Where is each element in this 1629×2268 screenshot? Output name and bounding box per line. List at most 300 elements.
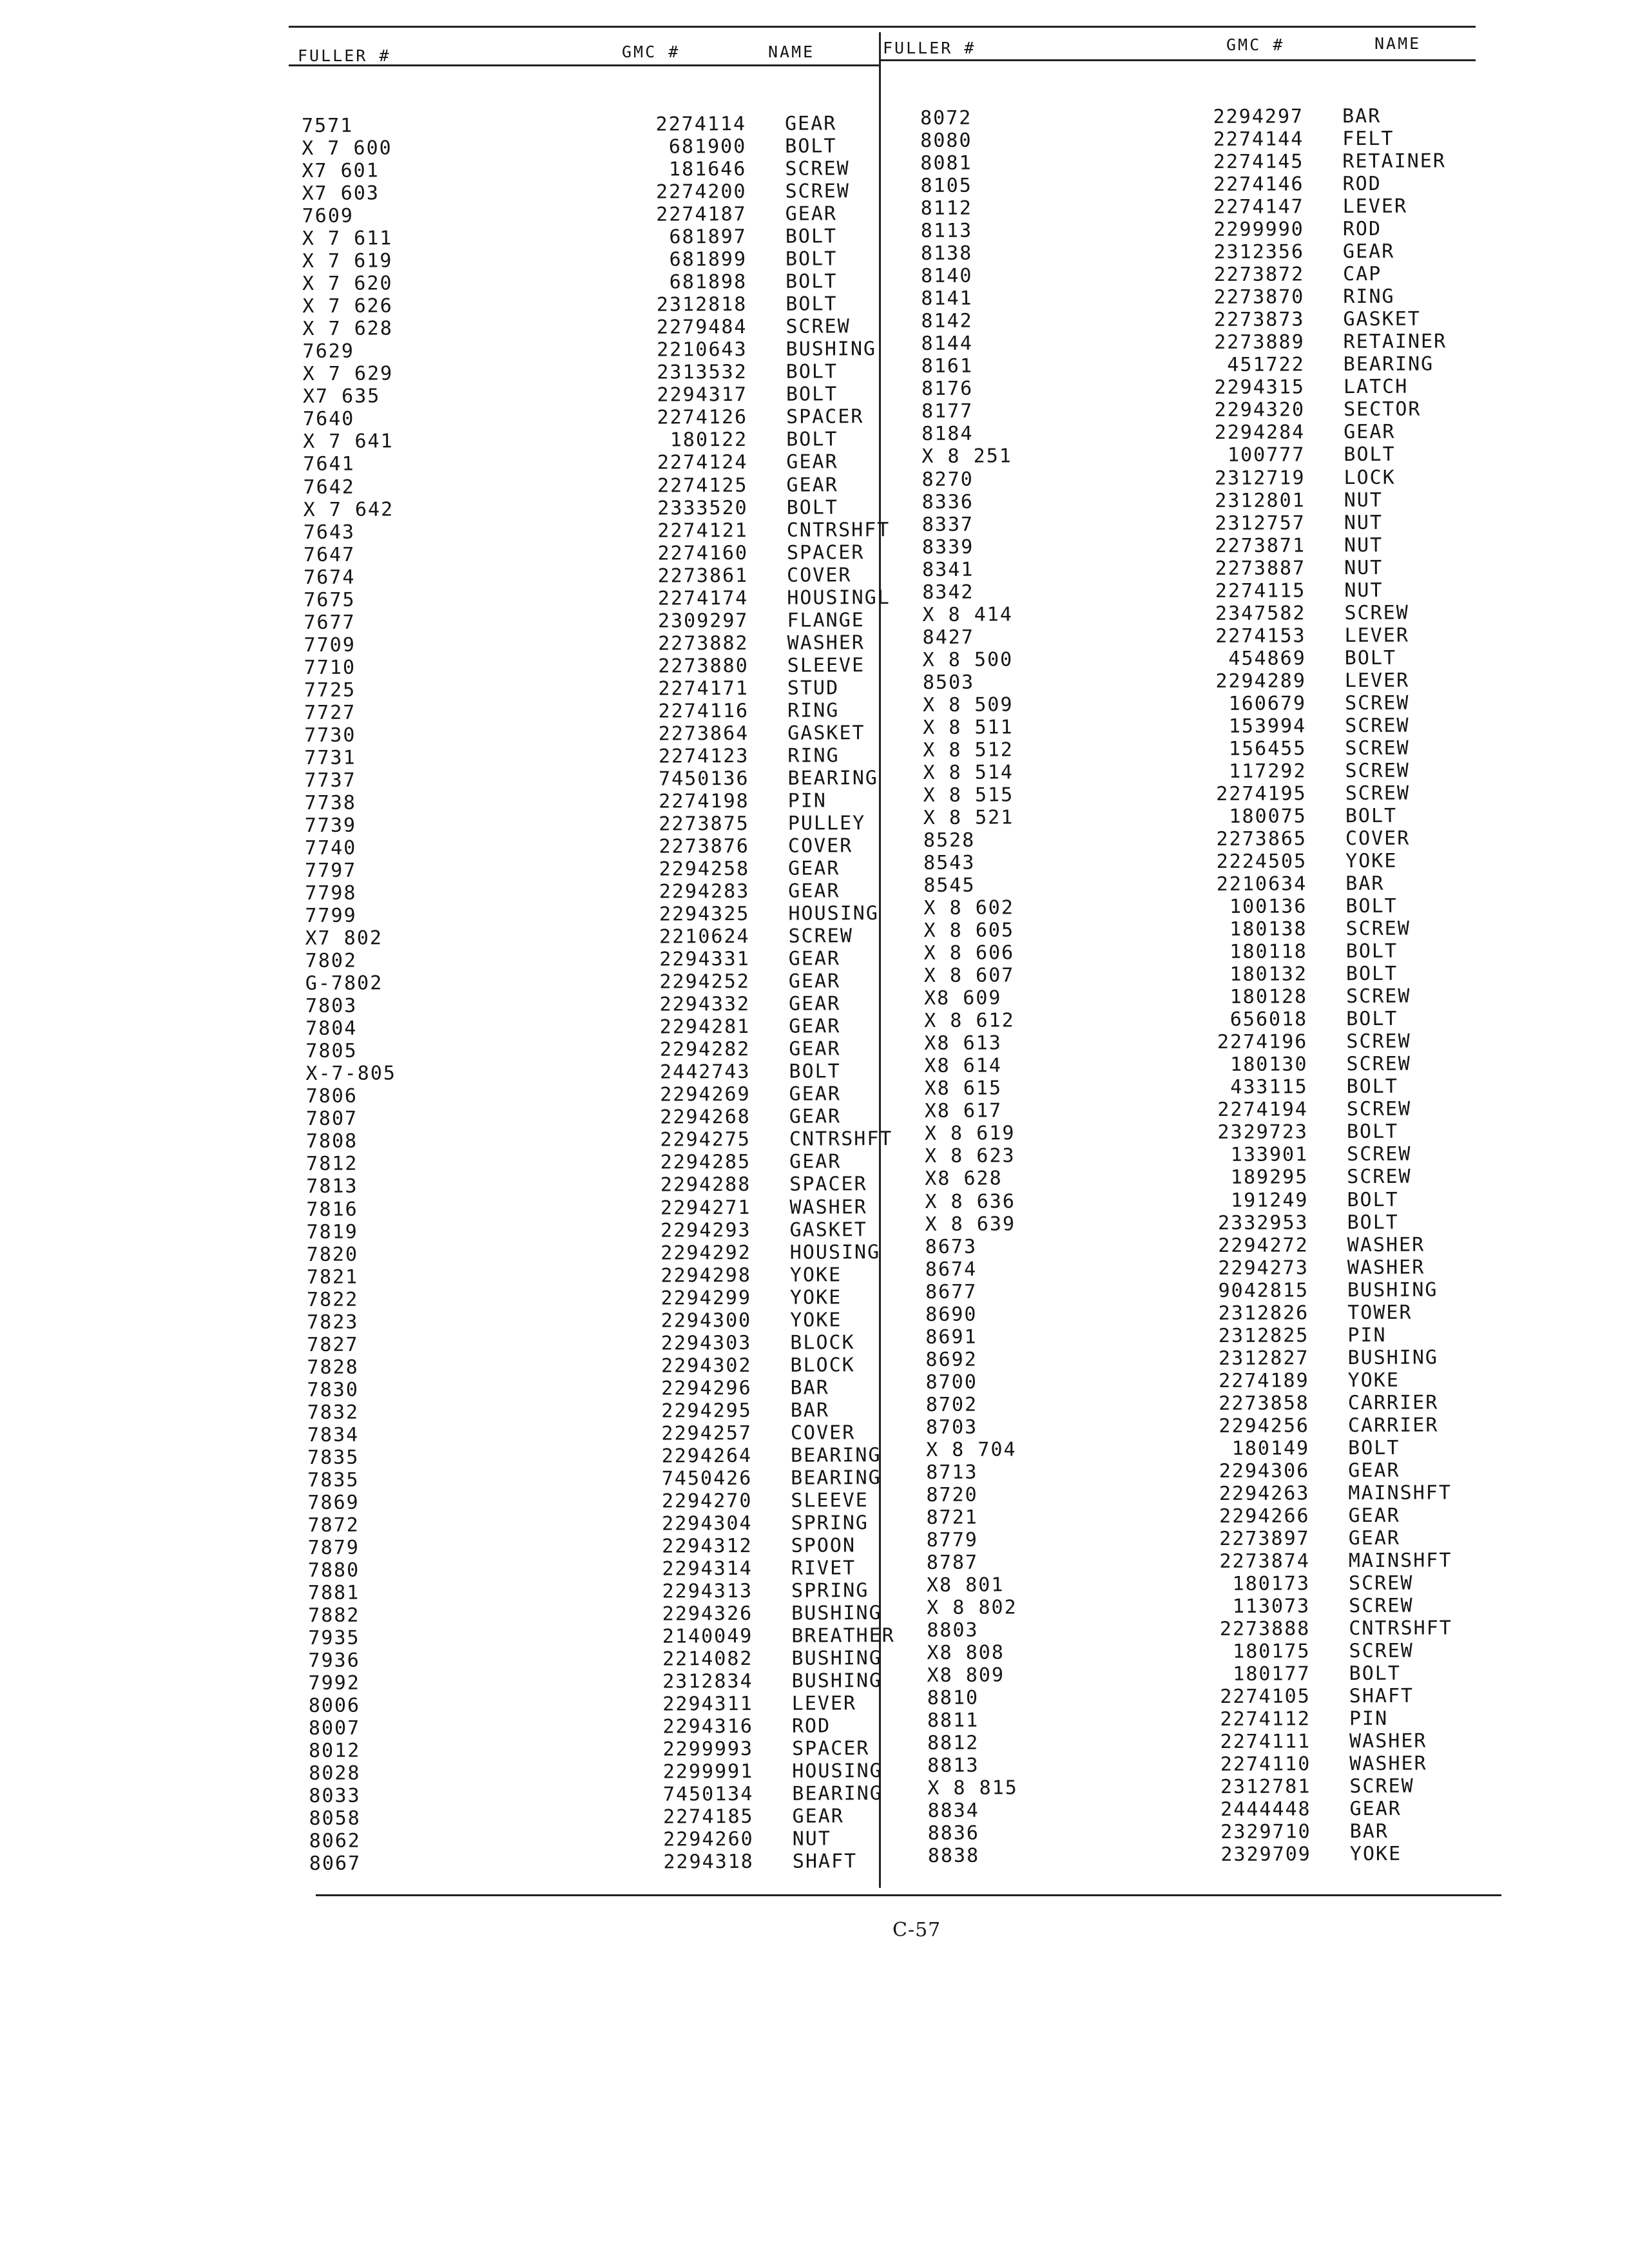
gmc-number: 2273858: [1219, 1392, 1309, 1415]
gmc-number: 2294318: [663, 1850, 754, 1874]
table-row: [307, 1263, 951, 1288]
part-name: SCREW: [1348, 1571, 1414, 1595]
table-row: [306, 1173, 950, 1198]
fuller-number: X-7-805: [305, 1062, 397, 1086]
gmc-number: 2273871: [1215, 534, 1306, 557]
fuller-number: 7882: [308, 1604, 360, 1628]
gmc-number: 2274171: [658, 677, 749, 700]
table-row: [303, 450, 947, 476]
gmc-number: 2294332: [659, 993, 751, 1016]
part-name: SCREW: [1345, 714, 1410, 737]
fuller-number: 7727: [304, 701, 356, 724]
table-row: [304, 563, 948, 588]
table-row: [921, 217, 1504, 242]
part-name: COVER: [1345, 827, 1411, 850]
gmc-number: 9042815: [1218, 1279, 1309, 1302]
gmc-number: 2312818: [656, 293, 747, 316]
fuller-number: X 8 414: [922, 603, 1013, 626]
fuller-number: X 7 641: [303, 430, 394, 454]
fuller-number: X 7 642: [303, 497, 394, 521]
fuller-number: 7816: [306, 1198, 358, 1221]
table-row: [309, 1827, 954, 1852]
fuller-number: 7730: [304, 724, 356, 747]
gmc-number: 2294299: [660, 1286, 752, 1310]
part-name: SCREW: [1349, 1775, 1414, 1798]
table-row: [922, 556, 1505, 581]
fuller-number: 7674: [304, 566, 356, 589]
gmc-number: 2210634: [1216, 872, 1307, 896]
gmc-number: 180149: [1231, 1437, 1310, 1460]
table-row: [305, 1015, 950, 1040]
gmc-number: 2294303: [660, 1331, 752, 1355]
table-row: [928, 1820, 1511, 1845]
gmc-number: 2294306: [1219, 1459, 1310, 1483]
table-row: [302, 180, 946, 205]
fuller-number: X7 601: [302, 159, 380, 183]
part-name: SPOON: [791, 1534, 856, 1557]
table-row: [309, 1692, 953, 1717]
part-name: SPRING: [791, 1512, 869, 1535]
table-row: [302, 247, 947, 273]
gmc-number: 2294284: [1214, 421, 1306, 445]
fuller-number: X8 808: [927, 1641, 1005, 1665]
table-row: [305, 812, 949, 837]
table-row: [927, 1774, 1510, 1800]
gmc-number: 2274144: [1213, 128, 1304, 151]
part-name: CNTRSHFT: [1349, 1617, 1452, 1640]
table-row: [304, 541, 948, 566]
gmc-number: 2274200: [656, 180, 747, 204]
gmc-number: 2273876: [659, 834, 750, 858]
table-row: [925, 1166, 1508, 1191]
part-name: WASHER: [789, 1195, 867, 1219]
fuller-number: 8427: [922, 626, 974, 649]
fuller-number: 8141: [921, 287, 973, 311]
gmc-number: 2273874: [1219, 1550, 1310, 1573]
table-row: [305, 992, 950, 1017]
table-row: [923, 646, 1506, 671]
fuller-number: 7677: [304, 611, 356, 634]
table-row: [923, 691, 1506, 716]
part-name: BAR: [790, 1399, 830, 1422]
fuller-number: X 8 639: [925, 1212, 1016, 1236]
fuller-number: 7740: [304, 836, 357, 860]
part-name: SCREW: [1345, 759, 1410, 783]
table-row: [307, 1331, 951, 1356]
fuller-number: X 7 620: [302, 272, 393, 296]
gmc-number: 180175: [1233, 1640, 1311, 1664]
table-row: [925, 1346, 1509, 1371]
part-name: HOUSING: [792, 1760, 883, 1783]
gmc-number: 2274114: [655, 113, 747, 136]
fuller-number: 7808: [305, 1130, 358, 1153]
gmc-number: 2444448: [1220, 1798, 1311, 1821]
fuller-number: X 7 619: [302, 249, 393, 273]
part-name: WASHER: [787, 631, 865, 655]
gmc-number: 133901: [1230, 1143, 1309, 1167]
header-fuller-right: FULLER #: [883, 39, 976, 57]
table-row: [306, 1218, 950, 1243]
table-row: [923, 827, 1507, 852]
table-row: [308, 1534, 952, 1559]
table-row: [924, 1052, 1507, 1077]
table-row: [920, 127, 1503, 152]
part-name: YOKE: [789, 1286, 842, 1309]
fuller-number: 8673: [925, 1235, 978, 1258]
table-row: [304, 653, 949, 678]
part-name: GEAR: [785, 202, 838, 226]
table-row: [304, 608, 948, 633]
table-row: [925, 1142, 1508, 1168]
part-name: SECTOR: [1343, 398, 1422, 421]
gmc-number: 2294282: [659, 1038, 751, 1061]
part-name: SCREW: [1346, 1053, 1411, 1076]
part-name: LEVER: [791, 1692, 857, 1715]
part-name: MAINSHFT: [1348, 1549, 1452, 1573]
gmc-number: 2274189: [1219, 1369, 1309, 1392]
fuller-number: 8803: [927, 1619, 979, 1642]
part-name: SCREW: [786, 315, 851, 339]
table-row: [926, 1391, 1509, 1416]
gmc-number: 2294258: [659, 858, 750, 881]
table-row: [923, 894, 1507, 919]
part-name: CARRIER: [1347, 1391, 1439, 1414]
part-name: BOLT: [786, 495, 838, 519]
fuller-number: 7828: [307, 1356, 359, 1379]
gmc-number: 156455: [1228, 737, 1307, 760]
gmc-number: 2294295: [661, 1399, 752, 1423]
gmc-number: 7450136: [658, 767, 749, 791]
table-row: [922, 601, 1505, 626]
fuller-number: 8270: [921, 468, 974, 491]
fuller-number: 8112: [920, 197, 973, 220]
part-name: GEAR: [789, 1037, 841, 1061]
table-row: [923, 624, 1506, 649]
gmc-number: 180173: [1232, 1572, 1311, 1595]
part-name: SLEEVE: [791, 1489, 869, 1512]
table-row: [927, 1639, 1510, 1664]
part-name: CNTRSHFT: [786, 518, 891, 542]
part-name: FELT: [1342, 127, 1394, 151]
fuller-number: 8339: [921, 535, 974, 559]
gmc-number: 2312801: [1215, 488, 1306, 512]
fuller-number: X 8 602: [923, 896, 1014, 920]
table-row: [925, 1301, 1509, 1326]
fuller-number: X 8 515: [923, 783, 1014, 807]
gmc-number: 2273897: [1219, 1527, 1310, 1550]
gmc-number: 2273861: [657, 564, 749, 588]
fuller-number: 8177: [921, 400, 974, 423]
gmc-number: 2332953: [1218, 1211, 1309, 1235]
fuller-number: 7738: [304, 791, 356, 814]
part-name: SCREW: [1346, 1098, 1412, 1121]
part-name: SCREW: [1349, 1639, 1414, 1663]
fuller-number: 8144: [921, 332, 973, 356]
gmc-number: 2294302: [660, 1354, 752, 1378]
table-row: [925, 1278, 1509, 1303]
gmc-number: 2273880: [658, 654, 749, 678]
part-name: BUSHING: [791, 1602, 882, 1625]
table-row: [926, 1459, 1509, 1484]
table-row: [924, 1030, 1507, 1055]
fuller-number: 8528: [923, 829, 976, 852]
table-row: [307, 1512, 952, 1537]
table-row: [921, 352, 1505, 378]
part-name: SPACER: [789, 1173, 867, 1196]
part-name: GEAR: [788, 857, 840, 880]
table-row: [308, 1602, 952, 1627]
part-name: YOKE: [789, 1263, 842, 1287]
part-name: LEVER: [1342, 195, 1408, 218]
fuller-number: 7813: [306, 1175, 358, 1198]
gmc-number: 2274115: [1215, 579, 1306, 602]
fuller-number: 8081: [920, 151, 972, 175]
fuller-number: X 8 636: [925, 1189, 1016, 1213]
gmc-number: 180118: [1229, 940, 1307, 964]
part-name: BEARING: [791, 1466, 882, 1490]
table-row: [923, 872, 1507, 897]
fuller-number: 8703: [925, 1416, 978, 1439]
gmc-number: 2294314: [662, 1557, 753, 1581]
gmc-number: 2273888: [1219, 1617, 1311, 1641]
table-row: [924, 1007, 1507, 1032]
part-name: BUSHING: [1347, 1346, 1438, 1369]
fuller-number: 7872: [307, 1514, 360, 1537]
fuller-number: 8142: [921, 309, 973, 333]
gmc-number: 2210643: [657, 338, 747, 361]
table-row: [925, 1075, 1508, 1100]
gmc-number: 2294300: [660, 1309, 752, 1332]
gmc-number: 2274146: [1213, 173, 1304, 197]
part-name: BAR: [790, 1376, 829, 1399]
part-name: SPACER: [791, 1737, 870, 1760]
part-name: SCREW: [1345, 736, 1410, 760]
part-name: SCREW: [788, 925, 853, 948]
fuller-number: 8105: [920, 174, 972, 198]
part-name: SCREW: [1346, 1030, 1411, 1053]
gmc-number: 180177: [1233, 1662, 1311, 1686]
part-name: BAR: [1349, 1820, 1389, 1843]
gmc-number: 2294288: [660, 1173, 751, 1197]
table-row: [925, 1233, 1509, 1258]
part-name: SCREW: [1347, 1166, 1412, 1189]
header-name-right: NAME: [1374, 34, 1422, 53]
gmc-number: 2299991: [662, 1760, 754, 1783]
part-name: BOLT: [785, 225, 838, 248]
fuller-number: 7992: [308, 1671, 360, 1695]
fuller-number: X8 809: [927, 1664, 1005, 1687]
gmc-number: 2294271: [660, 1196, 751, 1220]
part-name: WASHER: [1347, 1256, 1425, 1279]
gmc-number: 2294269: [660, 1083, 751, 1106]
part-name: BOLT: [785, 135, 837, 158]
fuller-number: X 7 626: [302, 294, 393, 318]
fuller-number: 7823: [307, 1311, 359, 1334]
part-name: BEARING: [1343, 352, 1434, 376]
gmc-number: 2274110: [1220, 1753, 1311, 1776]
fuller-number: X8 614: [924, 1054, 1002, 1078]
table-row: [308, 1579, 952, 1604]
fuller-number: 8677: [925, 1280, 978, 1303]
table-row: [307, 1466, 952, 1491]
part-name: MAINSHFT: [1348, 1481, 1452, 1505]
table-row: [928, 1842, 1511, 1867]
fuller-number: X 8 619: [924, 1122, 1016, 1146]
bottom-rule: [316, 1894, 1501, 1896]
part-name: SCREW: [1344, 691, 1410, 715]
part-name: LATCH: [1343, 376, 1409, 399]
fuller-number: 8058: [309, 1807, 361, 1831]
parts-table-right: [920, 104, 1511, 1867]
part-name: NUT: [1344, 511, 1383, 534]
table-row: [926, 1369, 1509, 1394]
gmc-number: 2294285: [660, 1151, 751, 1175]
fuller-number: X7 635: [302, 385, 381, 408]
part-name: BOLT: [1344, 443, 1396, 466]
gmc-number: 2294325: [659, 903, 750, 926]
fuller-number: 7731: [304, 746, 356, 769]
table-row: [921, 307, 1504, 332]
gmc-number: 7450426: [661, 1466, 753, 1490]
table-row: [305, 1037, 950, 1062]
fuller-number: 8812: [927, 1731, 979, 1755]
fuller-number: 8838: [927, 1845, 980, 1868]
part-name: BOLT: [1346, 1120, 1399, 1144]
table-row: [924, 985, 1507, 1010]
fuller-number: 8028: [309, 1762, 361, 1785]
gmc-number: 2294293: [660, 1218, 751, 1242]
part-name: BOLT: [786, 270, 838, 293]
gmc-number: 681898: [669, 271, 747, 294]
part-name: BOLT: [786, 360, 838, 384]
part-name: WASHER: [1347, 1233, 1425, 1256]
fuller-number: 7822: [306, 1288, 359, 1311]
gmc-number: 2294297: [1213, 105, 1304, 129]
fuller-number: 7799: [305, 904, 357, 928]
fuller-number: 7609: [302, 204, 354, 228]
part-name: BUSHING: [786, 338, 877, 361]
part-name: BUSHING: [1347, 1278, 1438, 1302]
fuller-number: 7710: [304, 656, 356, 679]
fuller-number: 8779: [926, 1528, 979, 1552]
table-row: [921, 420, 1505, 445]
table-row: [927, 1549, 1510, 1574]
part-name: GASKET: [1343, 307, 1421, 331]
gmc-number: 2294316: [662, 1715, 753, 1738]
part-name: SCREW: [785, 180, 850, 203]
fuller-number: 8690: [925, 1303, 978, 1326]
fuller-number: 7820: [306, 1243, 359, 1266]
part-name: SCREW: [1345, 782, 1411, 805]
table-row: [302, 135, 946, 160]
gmc-number: 2274112: [1220, 1707, 1311, 1731]
gmc-number: 2294256: [1219, 1414, 1310, 1437]
top-rule: [289, 26, 1476, 28]
gmc-number: 2274123: [658, 744, 749, 768]
table-row: [303, 473, 947, 498]
table-row: [306, 1150, 950, 1175]
table-row: [927, 1662, 1510, 1687]
part-name: GEAR: [789, 1105, 842, 1129]
part-name: RIVET: [791, 1557, 856, 1580]
part-name: BAR: [1345, 872, 1385, 896]
fuller-number: X8 613: [924, 1032, 1002, 1055]
table-row: [921, 443, 1505, 468]
table-row: [303, 360, 947, 385]
fuller-number: 7629: [302, 340, 354, 363]
part-name: BEARING: [787, 767, 879, 790]
table-row: [304, 586, 948, 611]
gmc-number: 2274116: [658, 699, 749, 723]
gmc-number: 2274111: [1220, 1730, 1311, 1754]
gmc-number: 2442743: [659, 1061, 751, 1084]
table-row: [920, 172, 1503, 197]
fuller-number: 8072: [920, 106, 972, 130]
table-row: [923, 849, 1507, 874]
part-name: YOKE: [790, 1309, 842, 1332]
table-row: [304, 698, 949, 724]
table-row: [925, 1188, 1508, 1213]
table-row: [306, 1082, 950, 1108]
part-name: BOLT: [1345, 804, 1398, 828]
table-row: [309, 1760, 953, 1785]
part-name: SCREW: [1349, 1594, 1414, 1618]
gmc-number: 433115: [1230, 1075, 1308, 1099]
gmc-number: 2294257: [661, 1421, 753, 1445]
part-name: GEAR: [788, 970, 841, 993]
fuller-number: 7807: [305, 1108, 358, 1131]
table-row: [922, 511, 1505, 536]
gmc-number: 2294317: [657, 383, 747, 407]
part-name: GEAR: [788, 992, 841, 1015]
table-row: [921, 262, 1504, 287]
part-name: LOCK: [1344, 466, 1396, 489]
fuller-number: X 8 251: [921, 445, 1012, 468]
table-row: [925, 1097, 1508, 1122]
table-row: [921, 240, 1504, 265]
header-name-left: NAME: [768, 43, 815, 61]
part-name: SCREW: [1344, 601, 1409, 624]
table-row: [923, 804, 1507, 829]
part-name: GEAR: [786, 450, 838, 474]
table-row: [921, 330, 1505, 355]
table-row: [308, 1647, 952, 1672]
part-name: SPACER: [786, 405, 864, 429]
fuller-number: 8140: [921, 264, 973, 288]
part-name: BOLT: [1346, 1008, 1398, 1031]
gmc-number: 2312827: [1218, 1347, 1309, 1370]
gmc-number: 2294298: [660, 1264, 751, 1287]
fuller-number: X 7 600: [302, 137, 392, 160]
gmc-number: 2294263: [1219, 1482, 1310, 1505]
table-row: [305, 879, 949, 905]
fuller-number: 7936: [308, 1649, 360, 1673]
gmc-number: 2273882: [658, 631, 749, 655]
fuller-number: 7797: [305, 859, 357, 883]
fuller-number: 7803: [305, 994, 358, 1018]
fuller-number: 7812: [306, 1153, 358, 1176]
gmc-number: 2274121: [657, 519, 748, 543]
table-row: [923, 759, 1506, 784]
gmc-number: 2329723: [1217, 1120, 1309, 1144]
fuller-number: X 8 704: [926, 1438, 1017, 1461]
fuller-number: 8674: [925, 1258, 978, 1281]
fuller-number: X 7 628: [302, 317, 393, 341]
gmc-number: 180132: [1229, 963, 1307, 986]
fuller-number: 8813: [927, 1754, 979, 1778]
table-row: [306, 1128, 950, 1153]
part-name: SPACER: [786, 541, 865, 564]
